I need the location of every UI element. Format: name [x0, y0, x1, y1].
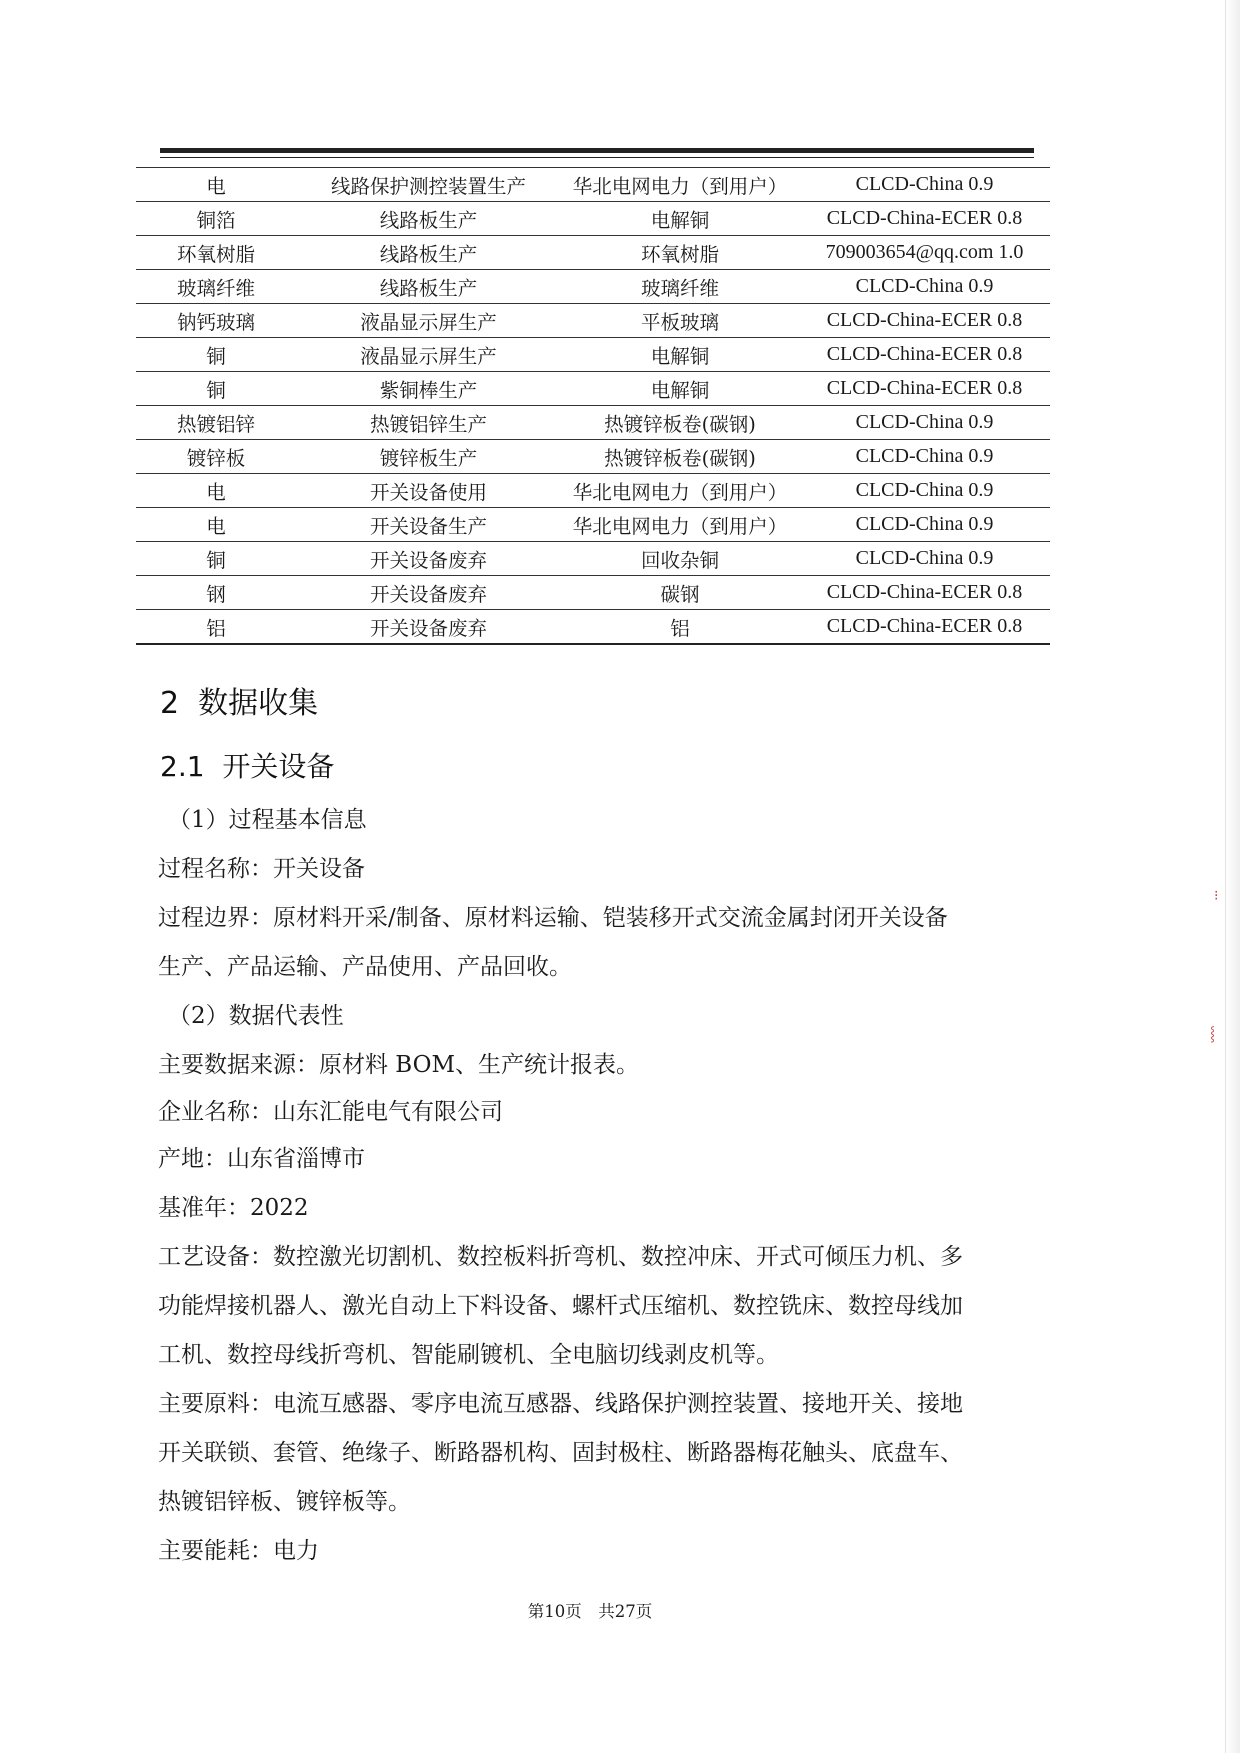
process-cell: 开关设备废弃 — [296, 542, 561, 576]
database-cell: CLCD-China 0.9 — [799, 508, 1050, 542]
section-number: 2 — [160, 686, 180, 721]
process-cell: 紫铜棒生产 — [296, 372, 561, 406]
table-row — [136, 440, 1050, 474]
company-name: 企业名称：山东汇能电气有限公司 — [158, 1099, 503, 1125]
material-cell: 电 — [136, 168, 296, 202]
material-cell: 铜 — [136, 542, 296, 576]
process-cell: 液晶显示屏生产 — [296, 304, 561, 338]
database-cell: CLCD-China-ECER 0.8 — [799, 372, 1050, 406]
data-source: 主要数据来源：原材料 BOM、生产统计报表。 — [158, 1052, 640, 1078]
process-cell: 线路保护测控装置生产 — [296, 168, 561, 202]
dataset-cell: 电解铜 — [561, 338, 799, 372]
dataset-cell: 碳钢 — [561, 576, 799, 610]
materials-line-2: 开关联锁、套管、绝缘子、断路器机构、固封极柱、断路器梅花触头、底盘车、 — [158, 1440, 963, 1466]
data-source-table — [136, 167, 1050, 645]
basic-info-heading: （1）过程基本信息 — [168, 807, 367, 833]
dataset-cell: 回收杂铜 — [561, 542, 799, 576]
database-cell: CLCD-China 0.9 — [799, 474, 1050, 508]
database-cell: CLCD-China 0.9 — [799, 542, 1050, 576]
table-row — [136, 610, 1050, 645]
header-rule-thick — [160, 148, 1034, 153]
process-cell: 热镀铝锌生产 — [296, 406, 561, 440]
table-row — [136, 338, 1050, 372]
equipment-line-3: 工机、数控母线折弯机、智能刷镀机、全电脑切线剥皮机等。 — [158, 1342, 779, 1368]
table-row — [136, 542, 1050, 576]
origin: 产地：山东省淄博市 — [158, 1146, 365, 1172]
dataset-cell: 华北电网电力（到用户） — [561, 474, 799, 508]
material-cell: 玻璃纤维 — [136, 270, 296, 304]
section-title: 数据收集 — [198, 686, 319, 721]
material-cell: 镀锌板 — [136, 440, 296, 474]
dataset-cell: 电解铜 — [561, 372, 799, 406]
process-cell: 开关设备废弃 — [296, 610, 561, 645]
subsection-title: 开关设备 — [222, 750, 335, 783]
equipment-line-1: 工艺设备：数控激光切割机、数控板料折弯机、数控冲床、开式可倾压力机、多 — [158, 1244, 963, 1270]
equipment-line-2: 功能焊接机器人、激光自动上下料设备、螺杆式压缩机、数控铣床、数控母线加 — [158, 1293, 963, 1319]
dataset-cell: 环氧树脂 — [561, 236, 799, 270]
dataset-cell: 热镀锌板卷(碳钢) — [561, 406, 799, 440]
page-edge — [1225, 0, 1240, 1753]
process-cell: 液晶显示屏生产 — [296, 338, 561, 372]
table-row — [136, 508, 1050, 542]
seal-mark-icon: ⸾ — [1210, 1026, 1216, 1042]
dataset-cell: 铝 — [561, 610, 799, 645]
table-row — [136, 406, 1050, 440]
process-cell: 开关设备使用 — [296, 474, 561, 508]
material-cell: 热镀铝锌 — [136, 406, 296, 440]
table-row — [136, 236, 1050, 270]
dataset-cell: 电解铜 — [561, 202, 799, 236]
subsection-number: 2.1 — [160, 750, 205, 783]
database-cell: CLCD-China 0.9 — [799, 270, 1050, 304]
dataset-cell: 热镀锌板卷(碳钢) — [561, 440, 799, 474]
process-name: 过程名称：开关设备 — [158, 856, 365, 882]
dataset-cell: 华北电网电力（到用户） — [561, 508, 799, 542]
representativeness-heading: （2）数据代表性 — [168, 1003, 344, 1029]
main-energy: 主要能耗：电力 — [158, 1538, 319, 1564]
subsection-heading — [160, 745, 334, 785]
material-cell: 铜 — [136, 338, 296, 372]
database-cell: 709003654@qq.com 1.0 — [799, 236, 1050, 270]
page-footer: 第10页 共27页 — [527, 1602, 653, 1621]
process-cell: 线路板生产 — [296, 236, 561, 270]
database-cell: CLCD-China-ECER 0.8 — [799, 576, 1050, 610]
process-cell: 镀锌板生产 — [296, 440, 561, 474]
material-cell: 钠钙玻璃 — [136, 304, 296, 338]
header-rule-thin — [160, 157, 1034, 158]
dataset-cell: 平板玻璃 — [561, 304, 799, 338]
dataset-cell: 玻璃纤维 — [561, 270, 799, 304]
table-row — [136, 202, 1050, 236]
material-cell: 电 — [136, 508, 296, 542]
database-cell: CLCD-China-ECER 0.8 — [799, 202, 1050, 236]
material-cell: 电 — [136, 474, 296, 508]
base-year: 基准年：2022 — [158, 1195, 309, 1221]
dataset-cell: 华北电网电力（到用户） — [561, 168, 799, 202]
table-row — [136, 372, 1050, 406]
section-heading — [160, 678, 318, 722]
database-cell: CLCD-China-ECER 0.8 — [799, 610, 1050, 645]
process-cell: 线路板生产 — [296, 202, 561, 236]
table-row — [136, 168, 1050, 202]
database-cell: CLCD-China 0.9 — [799, 440, 1050, 474]
table-row — [136, 270, 1050, 304]
database-cell: CLCD-China-ECER 0.8 — [799, 338, 1050, 372]
material-cell: 环氧树脂 — [136, 236, 296, 270]
material-cell: 铝 — [136, 610, 296, 645]
database-cell: CLCD-China-ECER 0.8 — [799, 304, 1050, 338]
process-boundary-line-1: 过程边界：原材料开采/制备、原材料运输、铠装移开式交流金属封闭开关设备 — [158, 905, 948, 931]
table-row — [136, 304, 1050, 338]
materials-line-3: 热镀铝锌板、镀锌板等。 — [158, 1489, 411, 1515]
material-cell: 铜箔 — [136, 202, 296, 236]
database-cell: CLCD-China 0.9 — [799, 168, 1050, 202]
table-row — [136, 576, 1050, 610]
table-row — [136, 474, 1050, 508]
process-cell: 开关设备废弃 — [296, 576, 561, 610]
material-cell: 钢 — [136, 576, 296, 610]
process-cell: 线路板生产 — [296, 270, 561, 304]
process-boundary-line-2: 生产、产品运输、产品使用、产品回收。 — [158, 954, 572, 980]
process-cell: 开关设备生产 — [296, 508, 561, 542]
seal-mark-icon: ⁝ — [1214, 888, 1219, 904]
materials-line-1: 主要原料：电流互感器、零序电流互感器、线路保护测控装置、接地开关、接地 — [158, 1391, 963, 1417]
database-cell: CLCD-China 0.9 — [799, 406, 1050, 440]
material-cell: 铜 — [136, 372, 296, 406]
